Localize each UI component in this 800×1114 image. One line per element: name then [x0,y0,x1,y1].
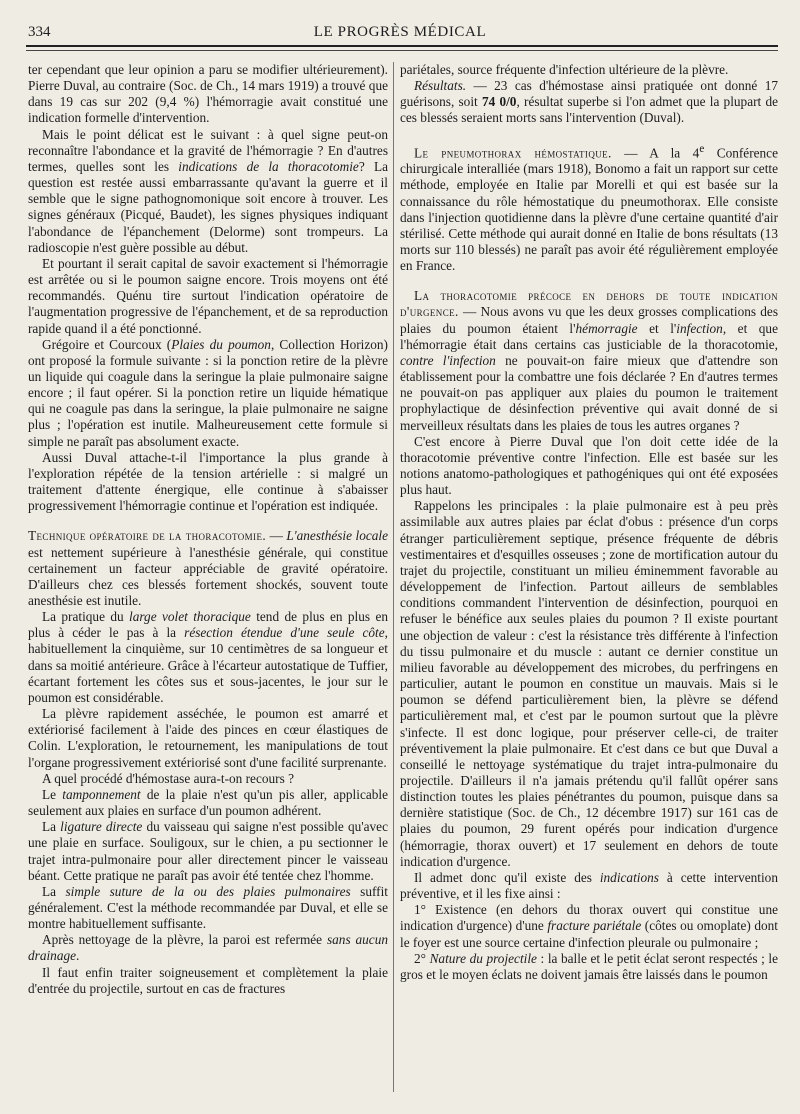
header-rule [26,45,778,47]
left-column [28,62,388,1102]
list-item: 1° Existence (en dehors du thorax ouvert qui constitue une indication d'urgence) d'une fracture pariétale (côtes ou omoplate) dont le foyer est une source certaine d'infection pleurale ou pulmonaire ; [400,902,778,950]
paragraph: pariétales, source fréquente d'infection ultérieure de la plèvre. [400,62,729,77]
paragraph: Il faut enfin traiter soigneusement et complètement la plaie d'entrée du projectile, surtout en cas de fractures [28,964,388,996]
paragraph: Le tamponnement de la plaie n'est qu'un pis aller, applicable seulement aux plaies en surface d'un poumon adhérent. [28,786,388,819]
paragraph: C'est encore à Pierre Duval que l'on doit cette idée de la thoracotomie préventive contre l'infection. Elle est basée sur les notions anatomo-pathologiques et pathogéniques qui ont été exposées plus haut. [400,433,778,498]
paragraph: Aussi Duval attache-t-il l'importance la plus grande à l'exploration répétée de la tension artérielle : si malgré un traitement d'attente énergique, elle continue à s'abaisser progressivement l'hémorragie continue et l'opération est indiquée. [28,449,388,514]
paragraph: La simple suture de la ou des plaies pulmonaires suffit généralement. C'est la méthode recommandée par Duval, et elle se montre habituellement suffisante. [28,883,388,932]
paragraph: ter cependant que leur opinion a paru se modifier ultérieurement). Pierre Duval, au contraire (Soc. de Ch., 14 mars 1919) a trouvé que dans 19 cas sur 202 (9,4 %) l'hémorragie avait constitué une indication formelle d'intervention. [28,62,388,126]
paragraph: Mais le point délicat est le suivant : à quel signe peut-on reconnaître l'abondance et la gravité de l'hémorragie ? En d'autres termes, quelles sont les indications de la thoracotomie? La question est restée aussi embarrassante qu'avant la guerre et il semble que le signe pathognomonique soit encore à trouver. Les signes généraux (Picqué, Baudet), les signes physiques indiquant l'abondance de l'épanchement (Delorme) sont trompeurs. La radioscopie n'est guère possible au début. [28,126,388,255]
column-divider [393,62,394,1092]
section-heading: Le pneumothorax hémostatique. [414,145,612,161]
header-rule-thin [26,50,778,51]
paragraph: Il admet donc qu'il existe des indications à cette intervention préventive, et il les fixe ainsi : [400,869,778,902]
paragraph: La pratique du large volet thoracique tend de plus en plus en plus à céder le pas à la résection étendue d'une seule côte, habituellement la cinquième, sur 10 centimètres de sa longueur et dans sa moitié antérieure. Grâce à l'écarteur autostatique de Tuffier, écartant fortement les côtes sus et sous-jacentes, le jour sur le poumon est considérable. [28,609,388,705]
paragraph: Rappelons les principales : la plaie pulmonaire est à peu près assimilable aux autres plaies par éclat d'obus : présence d'un corps étranger particulièrement septique, présence fréquente de débris vestimentaires et d'esquilles osseuses ; zone de mortification autour du trajet du projectile, constituant un milieu éminemment favorable au développement de l'infection. Partout ailleurs de semblables conditions commandent l'intervention de désinfection, pourquoi en refuser le bénéfice aux seules plaies du poumon ? Il existe pourtant une objection de valeur : c'est la résistance très différente à l'infection du tissu pulmonaire et du muscle : autant ce dernier constitue un milieu favorable au développement des microbes, du perfringens en particulier, autant le poumon en constitue un mauvais. Mais si le poumon se défend particulièrement bien, la plèvre se défend particulièrement mal, et c'est par le poumon surtout que la plèvre s'infecte. Il est donc logique, pour préserver celle-ci, de traiter préventivement la plaie pulmonaire. Et c'est dans ce but que Duval a conseillé le nettoyage systématique du trajet intra-pulmonaire du projectile. D'ailleurs il n'a jamais prétendu qu'il fallût opérer sans distinction toutes les plaies pénétrantes du poumon, puisque dans sa dernière statistique (Soc. de Ch., 12 décembre 1917) sur 161 cas de plaies du poumon, 29 furent opérés pour indication d'urgence (hémorragie, thorax ouvert) et 17 seulement en dehors de toute indication d'urgence. [400,498,778,869]
right-column [400,62,778,1102]
journal-title: LE PROGRÈS MÉDICAL [313,24,487,40]
section-heading: Technique opératoire de la thoracotomie. [28,528,267,544]
paragraph: A quel procédé d'hémostase aura-t-on recours ? [42,770,294,786]
paragraph: Résultats. — 23 cas d'hémostase ainsi pratiquée ont donné 17 guérisons, soit 74 0/0, résultat superbe si l'on admet que la plupart de ces blessés seraient morts sans l'intervention (Duval). [400,78,778,126]
paragraph: La ligature directe du vaisseau qui saigne n'est possible qu'avec une plaie en surface. Souligoux, sur le chien, a pu sectionner le trajet intra-pulmonaire pour aller directement pincer le vaisseau béant. Cette pratique ne paraît pas avoir été tentée chez l'homme. [28,819,388,883]
section-paragraph: La thoracotomie précoce en dehors de toute indication d'urgence. — Nous avons vu que les deux grosses complications des plaies du poumon étaient l'hémorragie et l'infection, et que l'hémorragie était dans certains cas justiciable de la thoracotomie, contre l'infection ne pouvait-on faire mieux que d'attendre son établissement pour la combattre une fois déclarée ? En d'autres termes ne pouvait-on pas appliquer aux plaies du poumon le traitement prophylactique de désinfection préventive qui avait donné de si merveilleux résultats dans les plaies de tous les autres organes ? [400,288,778,433]
list-item: 2° Nature du projectile : la balle et le petit éclat seront respectés ; le gros et le moyen éclats ne doivent jamais être laissés dans le poumon [400,950,778,982]
section-heading: La thoracotomie précoce en dehors de toute indication d'urgence. [400,288,778,320]
paragraph: La plèvre rapidement asséchée, le poumon est amarré et extériorisé facilement à l'aide des pinces en cœur élastiques de Colin. L'exploration, le retournement, les manipulations de tout l'organe progressivement extériorisé sont d'une facilité surprenante. [28,706,388,770]
paragraph: Après nettoyage de la plèvre, la paroi est refermée sans aucun drainage. [28,932,388,964]
paragraph: Grégoire et Courcoux (Plaies du poumon, Collection Horizon) ont proposé la formule suivante : si la ponction retire de la plèvre un liquide qui coagule dans la seringue la plaie pulmonaire saigne encore ; il faut opérer. Si la ponction retire un liquide hématique qui ne coagule pas dans la seringue, la plaie pulmonaire ne saigne plus ; l'opération est inutile. Malheureusement cette formule si simple ne paraît pas absolument exacte. [28,336,388,449]
page-number: 334 [28,24,51,40]
section-paragraph: Technique opératoire de la thoracotomie. — L'anesthésie locale est nettement supérieure à l'anesthésie générale, qui constitue certainement un facteur appréciable de gravité opératoire. D'ailleurs chez ces blessés fortement shockés, souvent toute anesthésie est inutile. [28,528,388,608]
paragraph: Et pourtant il serait capital de savoir exactement si l'hémorragie est arrêtée ou si le poumon saigne encore. Trois moyens ont été recommandés. Quénu tire surtout l'indication opératoire de l'augmentation progressive de l'épanchement, et de sa reproduction rapide quand il a été ponctionné. [28,255,388,336]
section-paragraph: Le pneumothorax hémostatique. — A la 4e Conférence chirurgicale interalliée (mars 1918), Bonomo a fait un rapport sur cette méthode, employée en Italie par Morelli et qui est basée sur la connaissance du rôle hémostatique du pneumothorax. Elle consiste dans l'injection quotidienne dans la plèvre d'une certaine quantité d'air stérilisé. Cette méthode qui aurait donné en Italie de bons résultats (13 morts sur 110 blessés) ne paraît pas avoir été régulièrement employée en France. [400,142,778,274]
